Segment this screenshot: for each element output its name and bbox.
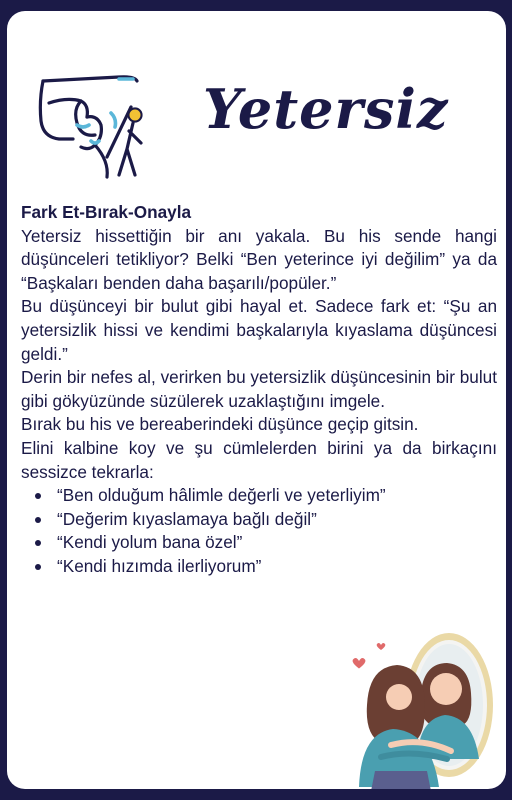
card-body [21, 201, 497, 579]
affirmation-item: “Kendi yolum bana özel” [51, 531, 497, 555]
paragraph-cloud: Bu düşünceyi bir bulut gibi hayal et. Sadece fark et: “Şu an yetersizlik hissi ve kendimi başkalarıyla kıyaslama düşüncesi geldi.” [21, 296, 497, 364]
heart-icon [377, 643, 386, 650]
paragraph-release: Bırak bu his ve bereaberindeki düşünce geçip gitsin. [21, 414, 419, 435]
paragraph-breath: Derin bir nefes al, verirken bu yetersizlik düşüncesinin bir bulut gibi gökyüzünde süzülerek uzaklaştığını imgele. [21, 367, 497, 411]
paragraph-notice: Yetersiz hissettiğin bir anı yakala. Bu his sende hangi düşünceleri tetikliyor? Belki “Ben yeterince iyi değilim” ya da “Başkaları benden daha başarılı/popüler.” [21, 225, 497, 293]
card-title: Yetersiz [203, 77, 449, 141]
affirmation-item: “Kendi hızımda ilerliyorum” [51, 555, 497, 579]
affirmation-item: “Ben olduğum hâlimle değerli ve yeterliyim” [51, 484, 497, 508]
affirmation-list [21, 484, 497, 578]
heart-icon [353, 658, 366, 668]
self-hug-mirror-illustration [351, 627, 499, 789]
paragraph-heart: Elini kalbine koy ve şu cümlelerden birini ya da birkaçını sessizce tekrarla: [21, 437, 497, 482]
hand-pointing-at-person-icon [37, 67, 149, 185]
affirmation-item: “Değerim kıyaslamaya bağlı değil” [51, 508, 497, 532]
exercise-card [7, 11, 506, 789]
card-subtitle: Fark Et-Bırak-Onayla [21, 202, 192, 222]
